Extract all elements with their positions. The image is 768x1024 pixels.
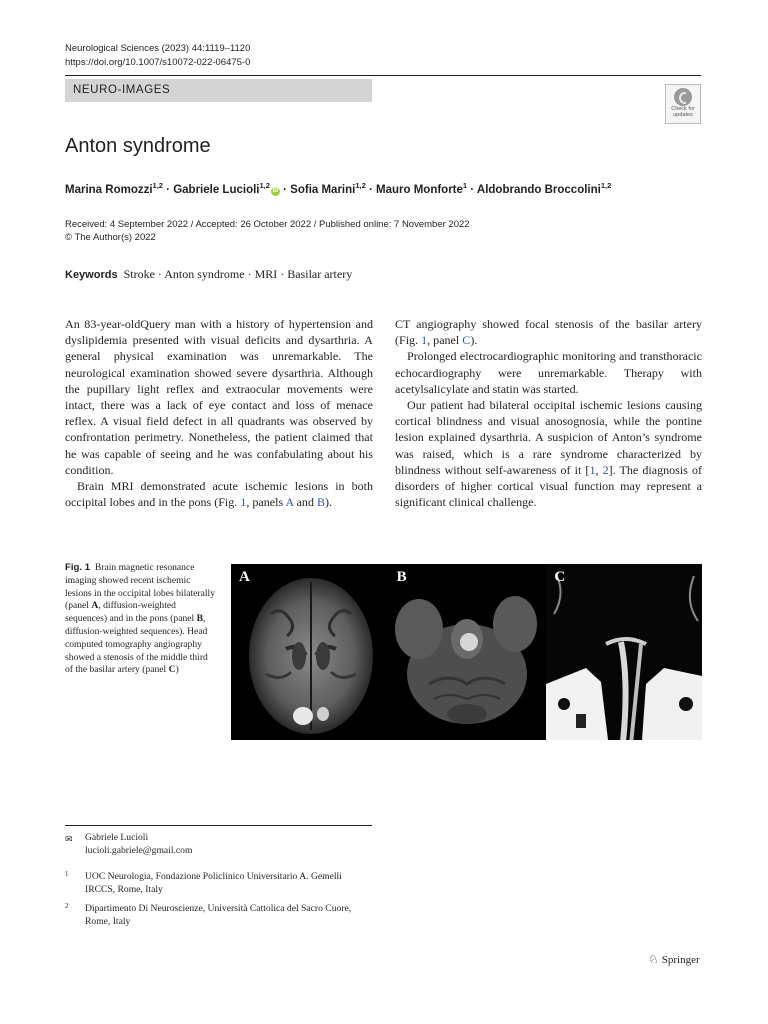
panel-link[interactable]: B xyxy=(316,495,326,510)
body-paragraph xyxy=(395,316,702,348)
affiliation-number: 2 xyxy=(65,902,69,910)
header-rule xyxy=(65,75,701,76)
doi-link[interactable]: https://doi.org/10.1007/s10072-022-06475-0 xyxy=(65,57,251,68)
author-affiliation: 1,2 xyxy=(600,181,612,190)
check-updates-line2: updates xyxy=(673,112,693,118)
reference-link[interactable]: 1 xyxy=(589,462,596,477)
publisher-logo xyxy=(648,952,700,967)
keywords xyxy=(65,266,352,283)
body-text: CT angiography showed focal stenosis of the basilar artery (Fig. xyxy=(395,317,702,348)
body-paragraph: Prolonged electrocardiographic monitoring and transthoracic echocardiography were unremarkable. Therapy with acetylsalicylate and statin was started. xyxy=(395,349,702,396)
author-name[interactable]: Mauro Monforte xyxy=(376,183,463,196)
author-affiliation: 1,2 xyxy=(259,181,270,190)
keywords-label: Keywords xyxy=(65,269,118,281)
panel-label: A xyxy=(239,569,250,585)
figure-link[interactable]: 1 xyxy=(240,495,247,510)
ct-angiography-image xyxy=(546,564,702,740)
panel-c-ct-angiography xyxy=(546,564,702,740)
check-updates-icon xyxy=(674,88,692,106)
check-updates-line1: Check for xyxy=(671,106,695,112)
figure-label: Fig. 1 xyxy=(65,562,91,573)
author-name[interactable]: Sofia Marini xyxy=(290,183,356,196)
caption-text: ) xyxy=(175,664,179,676)
body-text: , panels xyxy=(246,495,286,510)
panel-label: B xyxy=(396,569,407,585)
author-affiliation: 1 xyxy=(462,181,468,190)
orcid-icon[interactable]: iD xyxy=(272,187,279,194)
keywords-text: Stroke · Anton syndrome · MRI · Basilar artery xyxy=(123,267,353,281)
footnote-rule xyxy=(65,825,372,826)
author-name[interactable]: Gabriele Lucioli xyxy=(173,183,260,196)
affiliation-1 xyxy=(65,870,365,898)
corresponding-email[interactable]: lucioli.gabriele@gmail.com xyxy=(85,845,193,856)
body-text: , xyxy=(595,462,603,477)
panel-b-pons-mri-dwi xyxy=(389,564,545,740)
body-text: ). xyxy=(325,495,333,510)
journal-header xyxy=(65,42,250,70)
journal-citation: Neurological Sciences (2023) 44:1119–1120 xyxy=(65,43,251,54)
body-paragraph xyxy=(65,478,373,510)
author-name[interactable]: Marina Romozzi xyxy=(65,183,153,196)
affiliation-text: Dipartimento Di Neuroscienze, Università Cattolica del Sacro Cuore, Rome, Italy xyxy=(85,903,352,927)
body-text: and xyxy=(293,495,317,510)
author-affiliation: 1,2 xyxy=(152,181,163,190)
body-column-right xyxy=(395,316,702,510)
envelope-icon: ✉ xyxy=(65,834,73,844)
history-dates: Received: 4 September 2022 / Accepted: 26 October 2022 / Published online: 7 November 2022 xyxy=(65,219,470,230)
article-dates xyxy=(65,218,470,244)
body-text: Brain MRI demonstrated acute ischemic lesions in both occipital lobes and in the pons (Fig. xyxy=(65,479,373,510)
springer-horse-icon: ♘ xyxy=(648,952,659,966)
panel-link[interactable]: A xyxy=(285,495,294,510)
body-paragraph: An 83-year-oldQuery man with a history of hypertension and dyslipidemia presented with visual deficits and dysarthria. A general physical examination was unremarkable. The neurological examination showed severe dysarthria. Although the pupillary light reflex and extraocular movements were intact, there was a lack of eye contact and loss of menace reflex. A visual field defect in all quadrants was observed by confrontation perimetry. Nonetheless, the patient claimed that he was capable of seeing and he was confabulating about his condition. xyxy=(65,317,373,477)
body-column-left xyxy=(65,316,373,510)
figure-1-images xyxy=(231,564,702,740)
section-banner: NEURO-IMAGES xyxy=(65,79,372,102)
figure-caption xyxy=(65,562,215,677)
caption-text: , diffusion-weighted sequences). Head computed tomography angiography showed a stenosis of the middle third of the basilar artery (panel xyxy=(65,613,208,676)
author-list: Marina Romozzi$^{1,2}$ · Gabriele Lucioli$^{1,2}$iD · Sofia Marini$^{1,2}$ · Mauro Monforte$^1$ · Aldobrando Broccolini$^{1,2}$ xyxy=(65,181,612,196)
posterior-fossa-dwi-image xyxy=(389,564,545,740)
body-paragraph xyxy=(395,397,702,510)
affiliation-2 xyxy=(65,902,365,930)
author-name[interactable]: Aldobrando Broccolini xyxy=(476,183,601,196)
author-affiliation: 1,2 xyxy=(355,181,366,190)
reference-link[interactable]: 2 xyxy=(602,462,609,477)
caption-panel-ref: A xyxy=(91,600,99,612)
caption-panel-ref: C xyxy=(168,664,176,676)
body-text: , panel xyxy=(427,333,463,348)
brain-axial-dwi-image xyxy=(231,564,387,740)
check-for-updates-badge[interactable] xyxy=(665,84,701,124)
caption-text: , diffusion-weighted sequences) and in the pons (panel xyxy=(65,600,197,625)
figure-link[interactable]: 1 xyxy=(421,333,428,348)
affiliation-text: UOC Neurologia, Fondazione Policlinico Universitario A. Gemelli IRCCS, Rome, Italy xyxy=(85,871,342,895)
body-text: ]. The diagnosis of disorders of higher cortical visual function may represent a significant clinical challenge. xyxy=(395,462,702,510)
caption-panel-ref: B xyxy=(196,613,204,625)
body-text: Our patient had bilateral occipital ischemic lesions causing cortical blindness and visual anosognosia, while the pontine lesion explained dysarthria. A suspicion of Anton’s syndrome was raised, which is a rare syndrome characterized by blindness without self-awareness of it [ xyxy=(395,398,702,477)
caption-text: Brain magnetic resonance imaging showed recent ischemic lesions in the occipital lobes bilaterally (panel xyxy=(65,562,215,612)
publisher-name: Springer xyxy=(661,954,700,966)
body-text: ). xyxy=(470,333,478,348)
panel-link[interactable]: C xyxy=(462,333,471,348)
copyright: © The Author(s) 2022 xyxy=(65,232,156,243)
panel-a-brain-mri-dwi xyxy=(231,564,387,740)
corresponding-name: Gabriele Lucioli xyxy=(85,832,149,843)
affiliation-number: 1 xyxy=(65,870,69,878)
corresponding-author xyxy=(65,831,365,859)
article-title: Anton syndrome xyxy=(65,135,211,157)
panel-label: C xyxy=(554,569,566,585)
